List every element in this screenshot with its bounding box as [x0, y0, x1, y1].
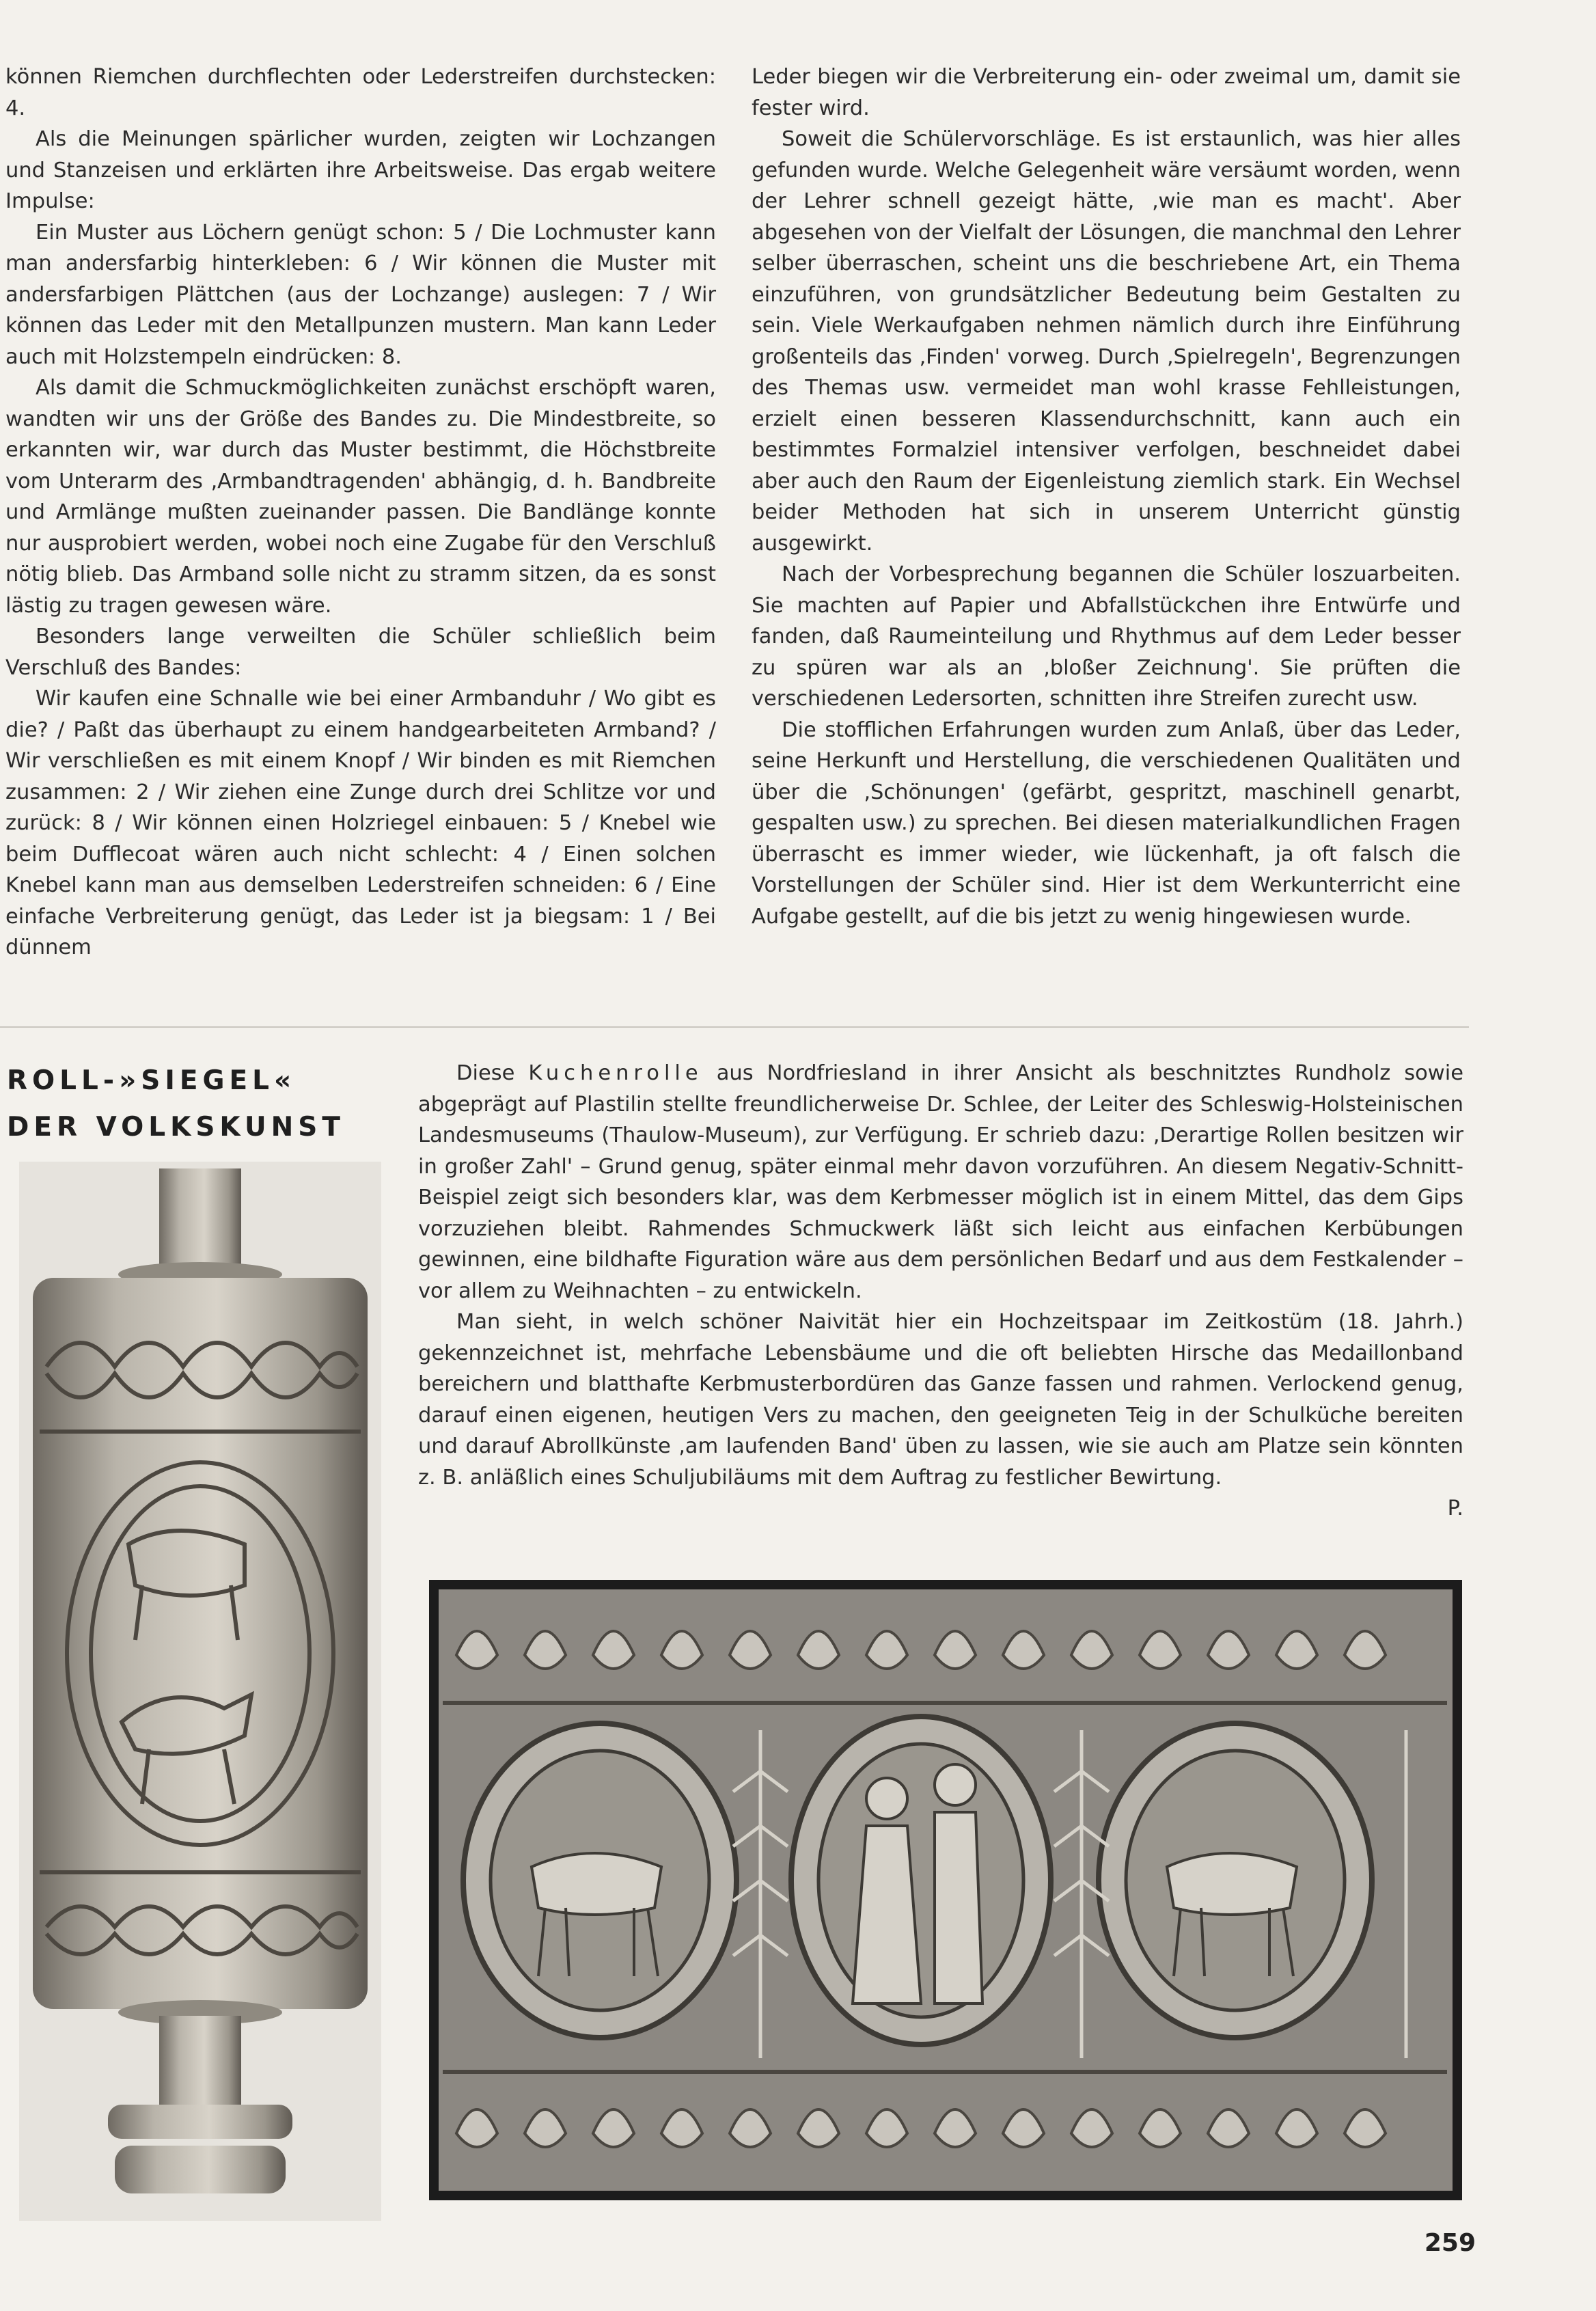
spaced-keyword: Kuchenrolle [528, 1061, 703, 1085]
paragraph: Als damit die Schmuckmöglichkeiten zunächst erschöpft waren, wandten wir uns der Größe des Bandes zu. Die Mindestbreite, so erkannten wir, war durch das Muster bestimmt, die Höchstbreite vom Unterarm des ‚Armbandtragenden' abhängig, d. h. Bandbreite und Armlänge mußten zueinander passen. Die Bandlänge konnte nur ausprobiert werden, wobei noch eine Zugabe für den Verschluß nötig blieb. Das Armband solle nicht zu stramm sitzen, da es sonst lästig zu tragen gewesen wäre. [5, 376, 716, 618]
right-text-column [752, 61, 1461, 932]
paragraph: Leder biegen wir die Verbreiterung ein- oder zweimal um, damit sie fester wird. [752, 65, 1461, 120]
left-text-column [5, 61, 716, 963]
heading-line-1: ROLL-»SIEGEL« [7, 1065, 297, 1096]
paragraph: können Riemchen durchflechten oder Lederstreifen durchstecken: 4. [5, 65, 716, 120]
paragraph: Als die Meinungen spärlicher wurden, zeigten wir Lochzangen und Stanzeisen und erklärten ihre Arbeitsweise. Das ergab weitere Impulse: [5, 127, 716, 213]
paragraph: Besonders lange verweilten die Schüler schließlich beim Verschluß des Bandes: [5, 625, 716, 680]
relief-illustration [429, 1580, 1462, 2200]
paragraph-rest: aus Nordfriesland in ihrer Ansicht als beschnitztes Rundholz sowie abgeprägt auf Plastilin stellte freundlicherweise Dr. Schlee, der Leiter des Schleswig-Holsteinischen Landesmuseums (Thaulow-Museum), zur Verfügung. Er schrieb dazu: ‚Derartige Rollen besitzen wir in großer Zahl' – Grund genug, später einmal mehr davon vorzuführen. An diesem Negativ-Schnitt-Beispiel zeigt sich besonders klar, was dem Kerbmesser möglich ist in einem Mittel, das dem Gips vorzuziehen bleibt. Rahmendes Schmuckwerk läßt sich leicht aus einfachen Kerbübungen gewinnen, eine bildhafte Figuration wäre aus dem persönlichen Bedarf und aus dem Festkalender – vor allem zu Weihnachten – zu entwickeln. [418, 1061, 1463, 1303]
article-paragraph-1 [418, 1058, 1463, 1307]
rolling-pin-illustration [19, 1162, 381, 2221]
section-heading [7, 1058, 376, 1151]
article-paragraph-2: Man sieht, in welch schöner Naivität hier ein Hochzeitspaar im Zeitkostüm (18. Jahrh.) gekennzeichnet ist, mehrfache Lebensbäume und die oft beliebten Hirsche das Medaillonband bereichern und blatthafte Kerbmusterbordüren das Ganze fassen und rahmen. Verlockend genug, darauf einen eigenen, heutigen Vers zu machen, den geeigneten Teig in der Schulküche bereiten und darauf Abrollkünste ‚am laufenden Band' üben zu lassen, wie sie auch am Platze sein könnten z. B. anläßlich eines Schuljubiläums mit dem Auftrag zu festlicher Bewirtung. [418, 1310, 1463, 1490]
page-number: 259 [1424, 2229, 1476, 2257]
paragraph: Nach der Vorbesprechung begannen die Schüler loszuarbeiten. Sie machten auf Papier und Abfallstückchen ihre Entwürfe und fanden, daß Raumeinteilung und Rhythmus auf dem Leder besser zu spüren war als an ‚bloßer Zeichnung'. Sie prüften die verschiedenen Ledersorten, schnitten ihre Streifen zurecht usw. [752, 562, 1461, 711]
lead-word: Diese [456, 1061, 515, 1085]
relief-impression-photo [429, 1580, 1462, 2200]
paragraph: Ein Muster aus Löchern genügt schon: 5 / Die Lochmuster kann man andersfarbig hinterkleben: 6 / Wir können die Muster mit andersfarbigen Plättchen (aus der Lochzange) auslegen: 7 / Wir können das Leder mit den Metallpunzen mustern. Man kann Leder auch mit Holzstempeln eindrücken: 8. [5, 220, 716, 369]
paragraph: Soweit die Schülervorschläge. Es ist erstaunlich, was hier alles gefunden wurde. Welche Gelegenheit wäre versäumt worden, wenn der Lehrer schnell gezeigt hätte, ‚wie man es macht'. Aber abgesehen von der Vielfalt der Lösungen, die manchmal den Lehrer selber überraschen, scheint uns die beschriebene Art, ein Thema einzuführen, von grundsätzlicher Bedeutung beim Gestalten zu sein. Viele Werkaufgaben nehmen nämlich durch ihre Einführung großenteils das ‚Finden' vorweg. Durch ‚Spielregeln', Begrenzungen des Themas usw. vermeidet man wohl krasse Fehlleistungen, erzielt einen besseren Klassendurchschnitt, kann auch ein bestimmtes Formalziel intensiver verfolgen, beschneidet dabei aber auch den Raum der Eigenleistung ziemlich stark. Ein Wechsel beider Methoden hat sich in unserem Unterricht günstig ausgewirkt. [752, 127, 1461, 556]
author-signature: P. [1447, 1496, 1463, 1520]
paragraph: Wir kaufen eine Schnalle wie bei einer Armbanduhr / Wo gibt es die? / Paßt das überhaupt zu einem handgearbeiteten Armband? / Wir verschließen es mit einem Knopf / Wir binden es mit Riemchen zusammen: 2 / Wir ziehen eine Zunge durch drei Schlitze vor und zurück: 8 / Wir können einen Holzriegel einbauen: 5 / Knebel wie beim Dufflecoat wären auch nicht schlecht: 4 / Einen solchen Knebel kann man aus demselben Lederstreifen schneiden: 6 / Eine einfache Verbreiterung genügt, das Leder ist ja biegsam: 1 / Bei dünnem [5, 687, 716, 959]
paragraph: Die stofflichen Erfahrungen wurden zum Anlaß, über das Leder, seine Herkunft und Herstellung, die verschiedenen Qualitäten und über die ‚Schönungen' (gefärbt, gespritzt, maschinell genarbt, gespalten usw.) zu sprechen. Bei diesen materialkundlichen Fragen überrascht es immer wieder, wie lückenhaft, ja oft falsch die Vorstellungen der Schüler sind. Hier ist dem Werkunterricht eine Aufgabe gestellt, auf die bis jetzt zu wenig hingewiesen wurde. [752, 717, 1461, 929]
rolling-pin-photo [19, 1162, 381, 2221]
section-divider [0, 1026, 1469, 1028]
heading-line-2: DER VOLKSKUNST [7, 1112, 345, 1143]
article-text [418, 1058, 1463, 1524]
